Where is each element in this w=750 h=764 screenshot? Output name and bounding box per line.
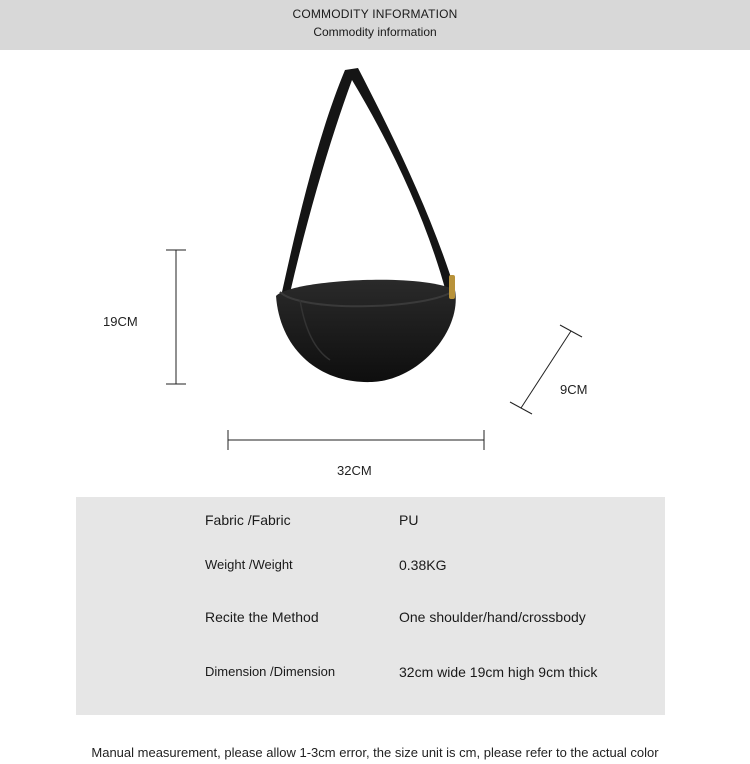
bag-strap [282, 68, 455, 293]
spec-value: One shoulder/hand/crossbody [399, 609, 586, 625]
spec-row-weight [76, 557, 665, 581]
spec-row-dimension [76, 664, 665, 688]
spec-label: Dimension /Dimension [205, 664, 336, 679]
header-title: COMMODITY INFORMATION [292, 7, 458, 21]
commodity-header [0, 0, 750, 50]
spec-panel [76, 497, 665, 715]
spec-value: PU [399, 512, 419, 528]
height-dimension-line [166, 250, 186, 384]
header-subtitle: Commodity information [313, 25, 437, 39]
height-label: 19CM [103, 314, 138, 329]
spec-label: Recite the Method [205, 609, 319, 625]
spec-value: 32cm wide 19cm high 9cm thick [399, 664, 598, 680]
product-illustration [0, 50, 750, 490]
spec-label: Fabric /Fabric [205, 512, 291, 528]
spec-label: Weight /Weight [205, 557, 293, 572]
product-figure [0, 50, 750, 490]
spec-value: 0.38KG [399, 557, 447, 573]
width-label: 32CM [337, 463, 372, 478]
depth-dimension-line [510, 325, 582, 414]
footer-note: Manual measurement, please allow 1-3cm error, the size unit is cm, please refer to the actual color [91, 745, 659, 760]
bag-buckle [449, 275, 455, 299]
depth-label: 9CM [560, 382, 588, 397]
spec-row-fabric [76, 512, 665, 536]
bag-body [276, 280, 456, 382]
spec-row-method [76, 609, 665, 633]
width-dimension-line [228, 430, 484, 450]
